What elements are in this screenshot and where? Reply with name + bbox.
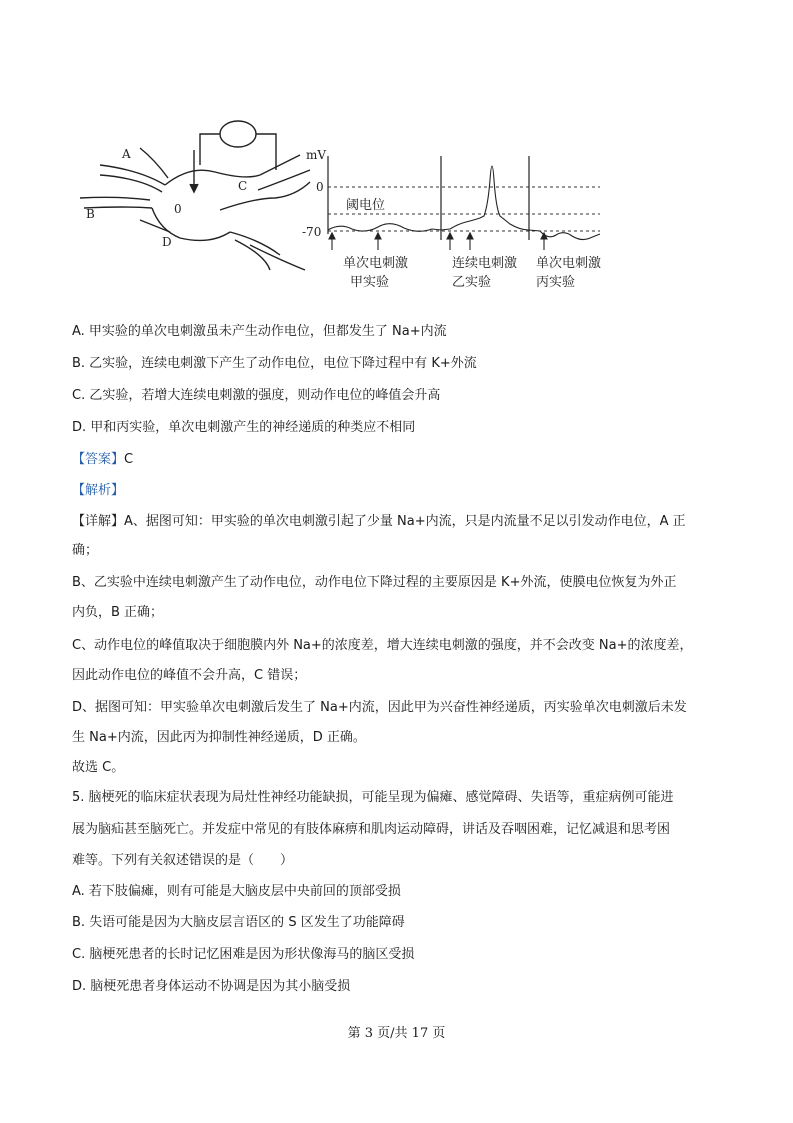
q5-stem-line-1: 5. 脑梗死的临床症状表现为局灶性神经功能缺损，可能呈现为偏瘫、感觉障碍、失语等，重症病例可能进	[72, 790, 674, 805]
answer-tag: 【答案】	[72, 452, 125, 467]
electrode-wire-left	[200, 134, 220, 165]
q4-answer	[72, 450, 732, 470]
detail-tag: 【详解】	[72, 514, 125, 529]
analysis-tag: 【解析】	[72, 483, 125, 498]
q5-option-d: D. 脑梗死患者身体运动不协调是因为其小脑受损	[72, 979, 351, 994]
detail-line-1	[72, 512, 732, 532]
detail-line-2: 确；	[72, 543, 99, 558]
detail-line-4: 内负，B 正确；	[72, 605, 164, 620]
label-zero-center: 0	[174, 202, 182, 216]
q4-option-c: C. 乙实验，若增大连续电刺激的强度，则动作电位的峰值会升高	[72, 388, 441, 403]
mv-axis-label: mV	[306, 148, 327, 162]
figure-svg	[70, 110, 630, 300]
q5-option-a: A. 若下肢偏瘫，则有可能是大脑皮层中央前回的顶部受损	[72, 884, 401, 899]
q5-option-b: B. 失语可能是因为大脑皮层言语区的 S 区发生了功能障碍	[72, 915, 405, 930]
q4-option-a: A. 甲实验的单次电刺激虽未产生动作电位，但都发生了 Na+内流	[72, 324, 447, 339]
exp3-name-label: 丙实验	[536, 275, 576, 290]
detail-line-7: D、据图可知：甲实验单次电刺激后发生了 Na+内流，因此甲为兴奋性神经递质，丙实验单次电刺激后未发	[72, 700, 687, 715]
detail-text-1: A、据图可知：甲实验的单次电刺激引起了少量 Na+内流，只是内流量不足以引发动作电位，A 正	[124, 514, 686, 529]
q4-option-d: D. 甲和丙实验，单次电刺激产生的神经递质的种类应不相同	[72, 420, 416, 435]
electrode-wire-right	[256, 134, 276, 170]
detail-line-9: 故选 C。	[72, 760, 125, 775]
exp1-name-label: 甲实验	[350, 275, 390, 290]
threshold-label: 阈电位	[346, 198, 386, 213]
minus70-tick-label: -70	[302, 225, 322, 239]
neuron-potential-figure	[70, 110, 630, 300]
neuron-diagram	[80, 121, 310, 270]
zero-tick-label: 0	[316, 180, 324, 194]
q5-stem-line-3: 难等。下列有关叙述错误的是（ ）	[72, 853, 294, 868]
detail-line-5: C、动作电位的峰值取决于细胞膜内外 Na+的浓度差，增大连续电刺激的强度，并不会改变 Na+的浓度差，	[72, 638, 693, 653]
label-d: D	[162, 235, 172, 249]
label-a: A	[122, 147, 131, 161]
page-footer: 第 3 页/共 17 页	[347, 1026, 446, 1041]
exp3-stim-label: 单次电刺激	[536, 256, 602, 271]
detail-line-8: 生 Na+内流，因此丙为抑制性神经递质，D 正确。	[72, 730, 366, 745]
label-b: B	[86, 207, 95, 221]
q5-stem-line-2: 展为脑疝甚至脑死亡。并发症中常见的有肢体麻痹和肌肉运动障碍，讲话及吞咽困难，记忆减退和思考困	[72, 822, 671, 837]
potential-chart	[302, 148, 601, 290]
detail-line-6: 因此动作电位的峰值不会升高，C 错误；	[72, 668, 307, 683]
meter-icon	[220, 121, 256, 147]
detail-line-3: B、乙实验中连续电刺激产生了动作电位，动作电位下降过程的主要原因是 K+外流，使膜电位恢复为外正	[72, 575, 677, 590]
label-c: C	[238, 179, 248, 193]
exp1-stim-label: 单次电刺激	[343, 256, 409, 271]
exp2-stim-label: 连续电刺激	[452, 256, 518, 271]
exp2-name-label: 乙实验	[452, 275, 492, 290]
answer-value: C	[124, 452, 134, 467]
stimulus-arrows	[329, 233, 547, 250]
q5-option-c: C. 脑梗死患者的长时记忆困难是因为形状像海马的脑区受损	[72, 947, 415, 962]
q4-option-b: B. 乙实验，连续电刺激下产生了动作电位，电位下降过程中有 K+外流	[72, 356, 477, 371]
electrode-arrow	[190, 184, 198, 192]
